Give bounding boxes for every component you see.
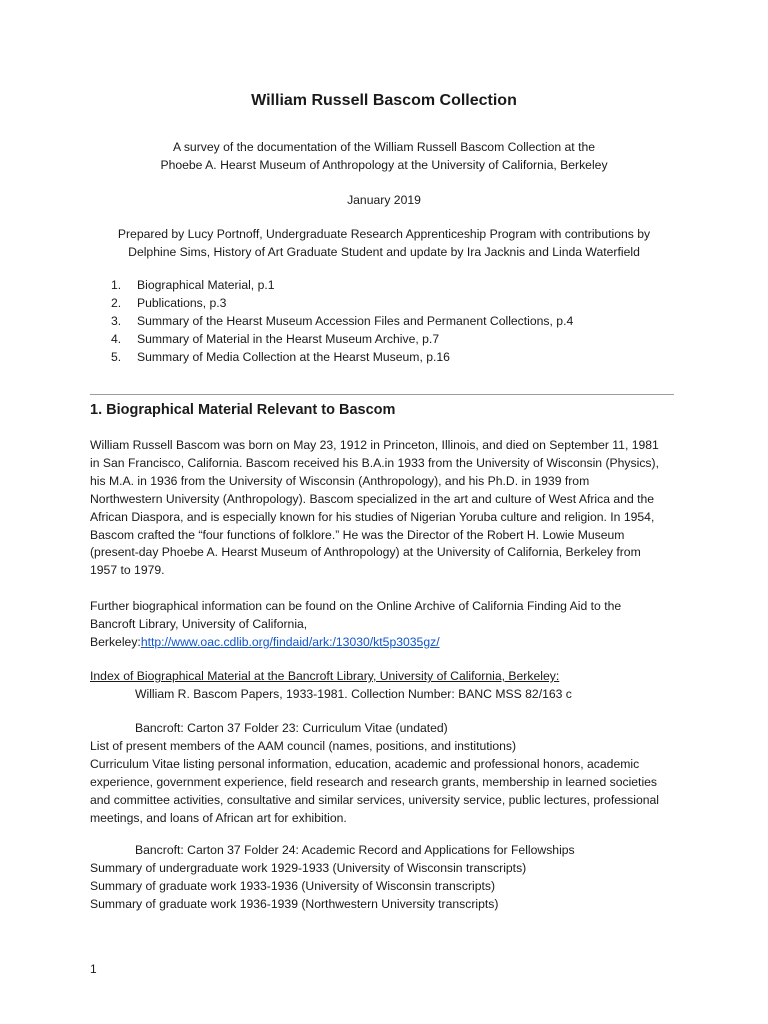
oac-finding-aid-link[interactable]: http://www.oac.cdlib.org/findaid/ark:/13030/kt5p3035gz/ [140,634,440,649]
biography-line: William Russell Bascom was born on May 23, 1912 in Princeton, Illinois, and died on September 11, 1981 [90,438,659,452]
toc-item-number: 4. [111,332,122,346]
index-block [90,668,680,704]
document-date: January 2019 [347,193,421,207]
further-info-line: Further biographical information can be found on the Online Archive of California Finding Aid to the [90,599,622,613]
toc-item [90,276,573,294]
toc-item-text: Summary of Material in the Hearst Museum Archive, p.7 [137,332,440,346]
toc-item-text: Biographical Material, p.1 [137,278,275,292]
biography-paragraph [90,437,680,580]
toc-item-text: Summary of the Hearst Museum Accession Files and Permanent Collections, p.4 [137,314,574,328]
folder-24-title: Bancroft: Carton 37 Folder 24: Academic Record and Applications for Fellowships [135,843,575,857]
folder-23-title: Bancroft: Carton 37 Folder 23: Curriculum Vitae (undated) [135,721,448,735]
toc-item-number: 1. [111,278,122,292]
horizontal-divider [90,394,674,395]
toc-item-number: 2. [111,296,122,310]
folder-23-line: and committee activities, consultative and similar services, university service, public lectures, professional [90,792,659,807]
folder-23-line: meetings, and loans of African art for exhibition. [90,810,347,825]
subtitle-line-2: Phoebe A. Hearst Museum of Anthropology at the University of California, Berkeley [160,158,608,172]
toc-item [90,312,573,330]
folder-24-line: Summary of graduate work 1936-1939 (Northwestern University transcripts) [90,896,499,911]
prepared-by-line-1: Prepared by Lucy Portnoff, Undergraduate Research Apprenticeship Program with contributions by [117,227,651,241]
table-of-contents [90,276,573,366]
biography-line: in San Francisco, California. Bascom received his B.A.in 1933 from the University of Wisconsin (Physics), [90,455,659,470]
folder-24-block [90,842,680,914]
biography-line: 1957 to 1979. [90,563,165,578]
folder-24-line: Summary of graduate work 1933-1936 (University of Wisconsin transcripts) [90,878,496,893]
papers-collection-line: William R. Bascom Papers, 1933-1981. Collection Number: BANC MSS 82/163 c [135,686,572,701]
further-info-prefix: Berkeley: [90,634,141,649]
subtitle-line-1: A survey of the documentation of the William Russell Bascom Collection at the [172,140,596,154]
prepared-by-line-2: Delphine Sims, History of Art Graduate Student and update by Ira Jacknis and Linda Waterfield [128,245,640,259]
biography-line: Bascom crafted the “four functions of folklore.” He was the Director of the Robert H. Lowie Museum [90,527,625,542]
further-info-line [90,634,680,652]
section-heading: 1. Biographical Material Relevant to Bascom [90,402,396,418]
folder-23-line: List of present members of the AAM council (names, positions, and institutions) [90,738,517,753]
biography-line: African Diaspora, and is especially known for his studies of Nigerian Yoruba culture and religion. In 1954, [90,509,655,524]
biography-line: Northwestern University (Anthropology). Bascom specialized in the art and culture of West Africa and the [90,491,655,506]
folder-23-line: Curriculum Vitae listing personal information, education, academic and professional honors, academic [90,756,640,771]
further-info-line: Bancroft Library, University of California, [90,616,308,631]
biography-line: (present-day Phoebe A. Hearst Museum of Anthropology) at the University of California, Berkeley from [90,545,641,560]
toc-item [90,330,573,348]
document-page [90,0,678,1024]
folder-24-line: Summary of undergraduate work 1929-1933 (University of Wisconsin transcripts) [90,860,527,875]
toc-item-text: Summary of Media Collection at the Hearst Museum, p.16 [137,350,450,364]
folder-23-line: experience, government experience, field research and research grants, membership in learned societies [90,774,658,789]
toc-item [90,294,573,312]
biography-line: his M.A. in 1936 from the University of Wisconsin (Anthropology), and his Ph.D. in 1939 from [90,473,590,488]
toc-item-number: 3. [111,314,122,328]
folder-23-block [90,720,680,827]
document-title: William Russell Bascom Collection [251,92,517,109]
index-heading: Index of Biographical Material at the Bancroft Library, University of California, Berkeley: [90,669,560,683]
toc-item-number: 5. [111,350,122,364]
further-info-paragraph [90,598,680,652]
toc-item [90,348,573,366]
page-number: 1 [90,962,97,976]
toc-item-text: Publications, p.3 [137,296,227,310]
